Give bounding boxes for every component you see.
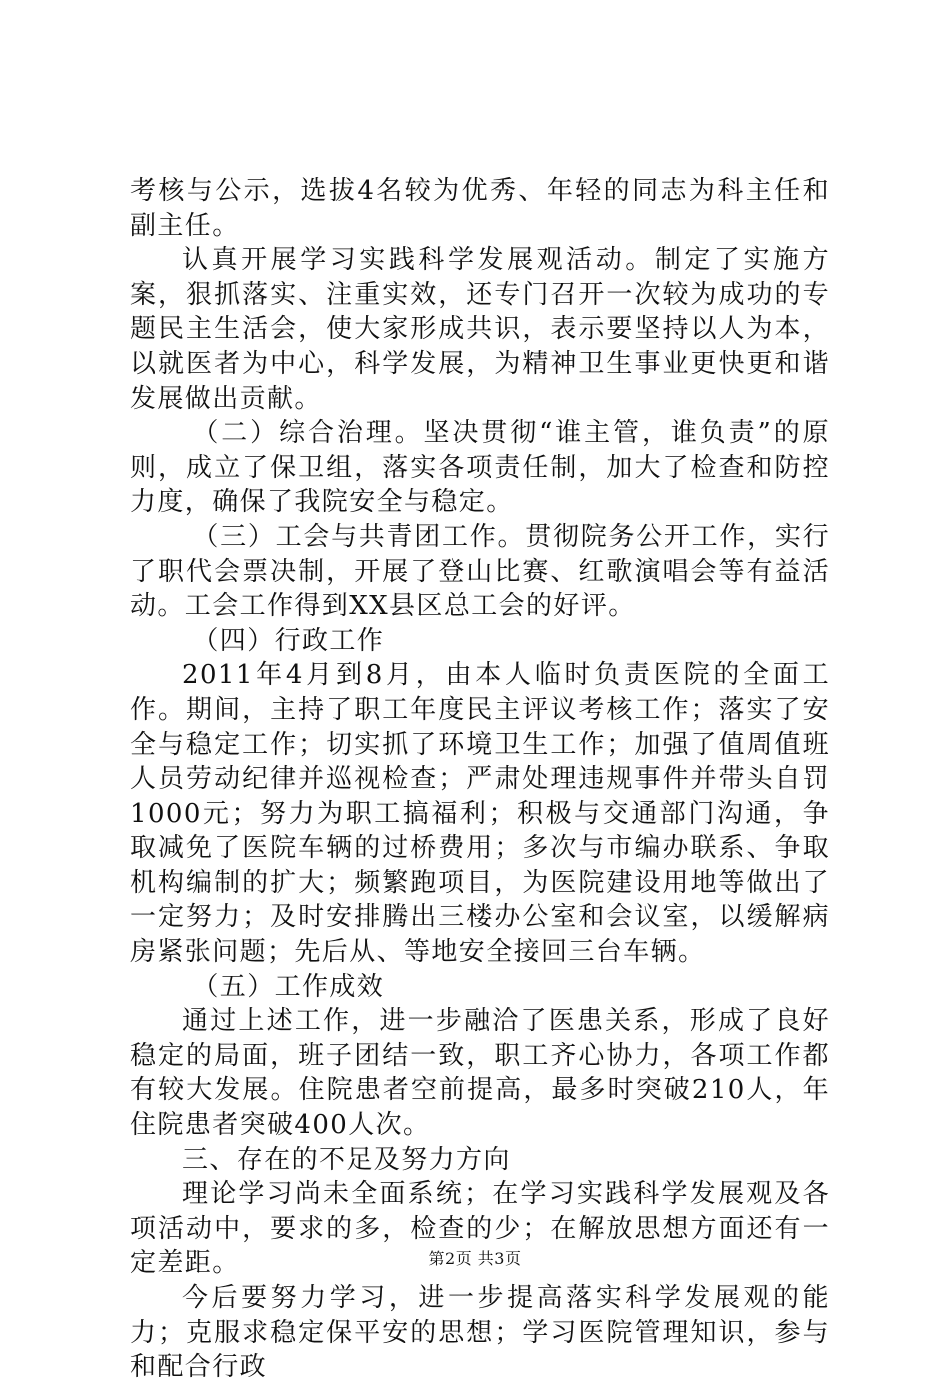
page-footer: 第2页 共3页 xyxy=(428,1249,522,1268)
paragraph-2: 认真开展学习实践科学发展观活动。制定了实施方案，狠抓落实、注重实效，还专门召开一次较为成功的专题民主生活会，使大家形成共识，表示要坚持以人为本，以就医者为中心，科学发展，为精神卫生事业更快更和谐发展做出贡献。 xyxy=(130,245,830,414)
section-heading-4: （四）行政工作 xyxy=(192,625,385,656)
paragraph-5: 2011年4月到8月，由本人临时负责医院的全面工作。期间，主持了职工年度民主评议考核工作；落实了安全与稳定工作；切实抓了环境卫生工作；加强了值周值班人员劳动纪律并巡视检查；严肃处理违规事件并带头自罚1000元；努力为职工搞福利；积极与交通部门沟通，争取减免了医院车辆的过桥费用；多次与市编办联系、争取机构编制的扩大；频繁跑项目，为医院建设用地等做出了一定努力；及时安排腾出三楼办公室和会议室，以缓解病房紧张问题；先后从、等地安全接回三台车辆。 xyxy=(130,660,830,968)
paragraph-4: （三）工会与共青团工作。贯彻院务公开工作，实行了职代会票决制，开展了登山比赛、红歌演唱会等有益活动。工会工作得到XX县区总工会的好评。 xyxy=(130,521,830,622)
paragraph-7: 理论学习尚未全面系统；在学习实践科学发展观及各项活动中，要求的多，检查的少；在解放思想方面还有一定差距。 xyxy=(130,1179,830,1279)
paragraph-6: 通过上述工作，进一步融洽了医患关系，形成了良好稳定的局面，班子团结一致，职工齐心协力，各项工作都有较大发展。住院患者空前提高，最多时突破210人，年住院患者突破400人次。 xyxy=(130,1006,830,1141)
paragraph-8: 今后要努力学习，进一步提高落实科学发展观的能力；克服求稳定保平安的思想；学习医院管理知识，参与和配合行政 xyxy=(130,1283,830,1383)
paragraph-1: 考核与公示，选拔4名较为优秀、年轻的同志为科主任和副主任。 xyxy=(130,176,830,241)
section-heading-3: 三、存在的不足及努力方向 xyxy=(182,1144,511,1175)
document-body xyxy=(130,174,830,1385)
section-heading-5: （五）工作成效 xyxy=(192,971,385,1002)
paragraph-3: （二）综合治理。坚决贯彻“谁主管，谁负责”的原则，成立了保卫组，落实各项责任制，加大了检查和防控力度，确保了我院安全与稳定。 xyxy=(130,418,830,518)
